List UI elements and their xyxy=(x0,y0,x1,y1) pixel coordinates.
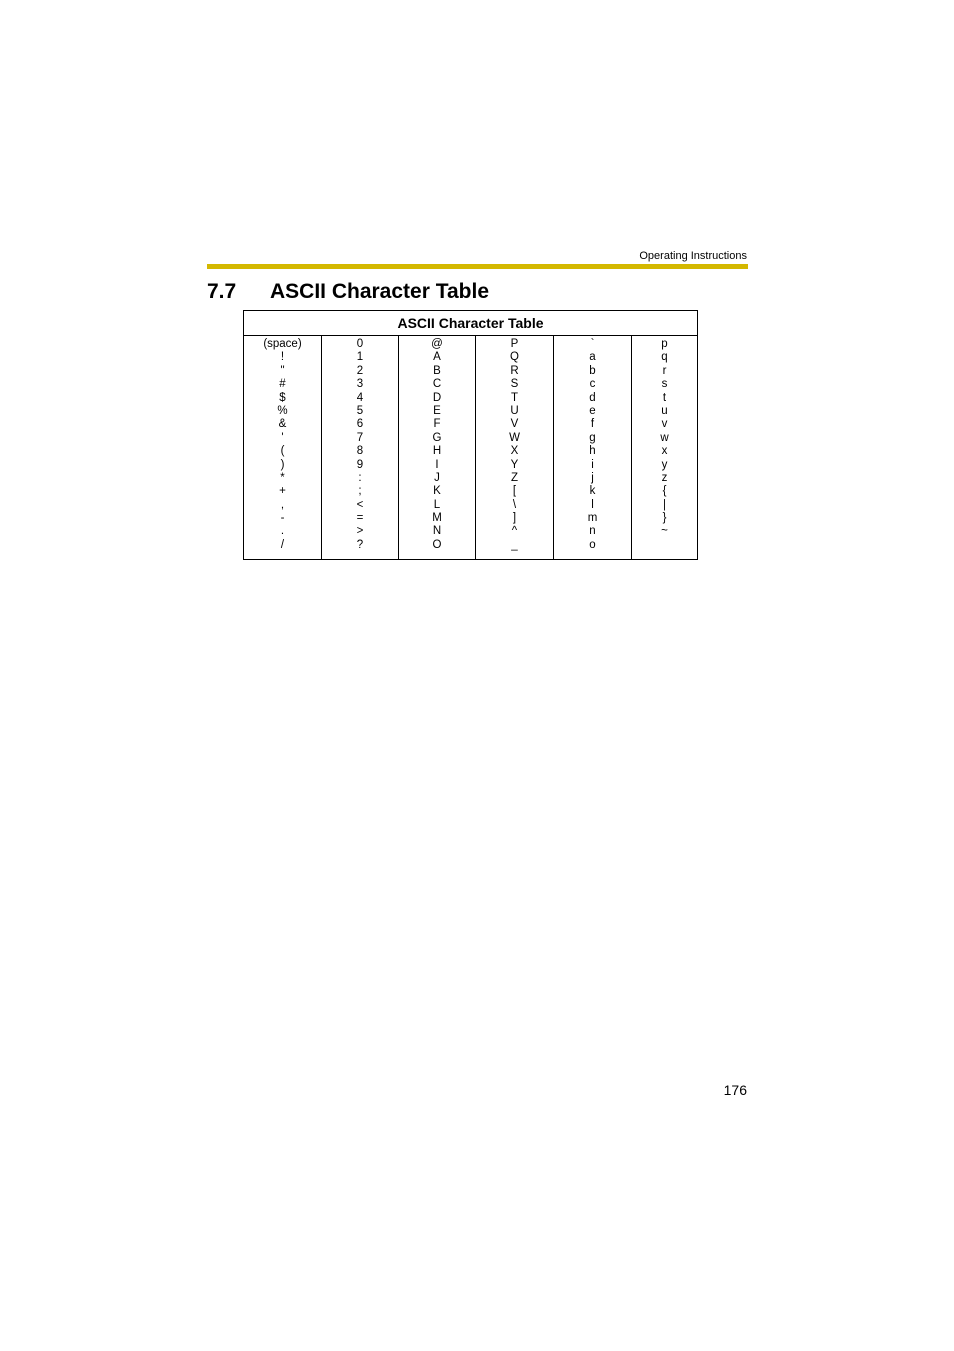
table-cell: = xyxy=(356,512,364,525)
table-cell: b xyxy=(589,364,596,377)
table-cell: 3 xyxy=(356,378,364,391)
table-cell: $ xyxy=(279,391,286,404)
table-cell: } xyxy=(662,512,667,525)
table-column xyxy=(475,336,553,559)
table-cell: a xyxy=(589,351,596,364)
table-cell: O xyxy=(432,538,442,551)
table-cell: < xyxy=(356,498,364,511)
table-cell: ` xyxy=(590,338,595,350)
table-caption: ASCII Character Table xyxy=(244,311,697,336)
table-cell: g xyxy=(589,431,596,444)
table-cell: \ xyxy=(512,498,517,511)
table-cell: | xyxy=(663,498,666,511)
table-cell: I xyxy=(435,458,439,471)
table-cell: 9 xyxy=(356,458,364,471)
table-cell: P xyxy=(510,338,519,350)
table-column xyxy=(321,336,398,559)
table-cell: y xyxy=(661,458,668,471)
table-cell: " xyxy=(280,364,285,377)
table-cell: - xyxy=(280,512,285,525)
table-cell: * xyxy=(280,471,285,484)
table-cell: 6 xyxy=(356,418,364,431)
table-cell: o xyxy=(589,538,596,551)
table-cell: h xyxy=(589,445,596,458)
table-cell: R xyxy=(510,364,519,377)
table-columns xyxy=(244,336,697,559)
table-cell: q xyxy=(661,351,668,364)
table-cell: Z xyxy=(510,471,519,484)
table-cell: E xyxy=(433,404,441,417)
table-cell: l xyxy=(591,498,594,511)
table-cell: t xyxy=(662,391,667,404)
table-cell: W xyxy=(509,431,520,444)
table-cell: 5 xyxy=(356,404,364,417)
table-cell: F xyxy=(433,418,441,431)
table-cell: c xyxy=(589,378,596,391)
table-cell: V xyxy=(510,418,519,431)
section-title-text: ASCII Character Table xyxy=(270,280,490,303)
table-cell: 4 xyxy=(356,391,364,404)
table-cell: # xyxy=(279,378,286,391)
table-cell: G xyxy=(432,431,442,444)
table-cell: > xyxy=(356,525,364,538)
table-cell: ; xyxy=(358,485,362,498)
table-cell: . xyxy=(280,525,285,538)
table-cell: Q xyxy=(510,351,519,364)
table-cell: S xyxy=(510,378,519,391)
table-cell: v xyxy=(661,418,668,431)
table-cell: u xyxy=(661,404,668,417)
table-cell: K xyxy=(433,485,441,498)
table-cell: [ xyxy=(512,485,517,498)
table-cell: ( xyxy=(280,445,285,458)
table-cell: f xyxy=(590,418,595,431)
table-cell: p xyxy=(661,338,668,350)
table-cell: x xyxy=(661,445,668,458)
page-number: 176 xyxy=(723,1082,747,1098)
table-cell: , xyxy=(280,498,285,511)
running-header: Operating Instructions xyxy=(639,250,747,262)
table-cell: B xyxy=(433,364,441,377)
table-cell: { xyxy=(662,485,667,498)
ascii-character-table xyxy=(243,310,698,560)
table-cell: % xyxy=(277,404,288,417)
table-cell: 1 xyxy=(356,351,364,364)
table-cell: j xyxy=(591,471,594,484)
table-cell: ? xyxy=(356,538,364,551)
table-column xyxy=(553,336,631,559)
table-cell: & xyxy=(278,418,287,431)
table-cell: H xyxy=(432,445,442,458)
table-cell: : xyxy=(358,471,362,484)
table-cell: w xyxy=(660,431,669,444)
table-cell: X xyxy=(510,445,519,458)
table-cell: / xyxy=(280,538,285,551)
table-cell: s xyxy=(661,378,668,391)
table-cell: 8 xyxy=(356,445,364,458)
table-cell: 2 xyxy=(356,364,364,377)
table-cell: L xyxy=(433,498,441,511)
table-cell: m xyxy=(587,512,598,525)
table-cell: C xyxy=(432,378,442,391)
table-cell: r xyxy=(662,364,667,377)
table-cell: ^ xyxy=(511,525,518,538)
table-cell: ) xyxy=(280,458,285,471)
table-cell: d xyxy=(589,391,596,404)
table-column xyxy=(244,336,321,559)
section-title xyxy=(207,278,489,306)
table-cell: ~ xyxy=(661,525,668,538)
table-cell: i xyxy=(591,458,594,471)
table-column xyxy=(631,336,697,559)
header-rule xyxy=(207,264,748,269)
table-cell: _ xyxy=(511,538,518,551)
table-cell: k xyxy=(589,485,596,498)
table-cell: + xyxy=(279,485,286,498)
table-cell: @ xyxy=(431,338,443,350)
table-cell: D xyxy=(432,391,442,404)
table-cell: N xyxy=(432,525,442,538)
table-cell: J xyxy=(434,471,440,484)
table-cell: Y xyxy=(510,458,519,471)
table-cell: ] xyxy=(512,512,517,525)
table-cell: T xyxy=(510,391,519,404)
table-cell: z xyxy=(661,471,668,484)
table-column xyxy=(398,336,475,559)
table-cell: 0 xyxy=(356,338,364,350)
table-cell: (space) xyxy=(263,338,302,350)
table-cell: e xyxy=(589,404,596,417)
table-cell: n xyxy=(589,525,596,538)
table-cell: M xyxy=(432,512,442,525)
table-cell: ! xyxy=(280,351,285,364)
table-cell: ' xyxy=(281,431,284,444)
table-cell: U xyxy=(510,404,519,417)
table-cell: A xyxy=(433,351,441,364)
table-cell: 7 xyxy=(356,431,364,444)
section-number: 7.7 xyxy=(207,280,237,303)
